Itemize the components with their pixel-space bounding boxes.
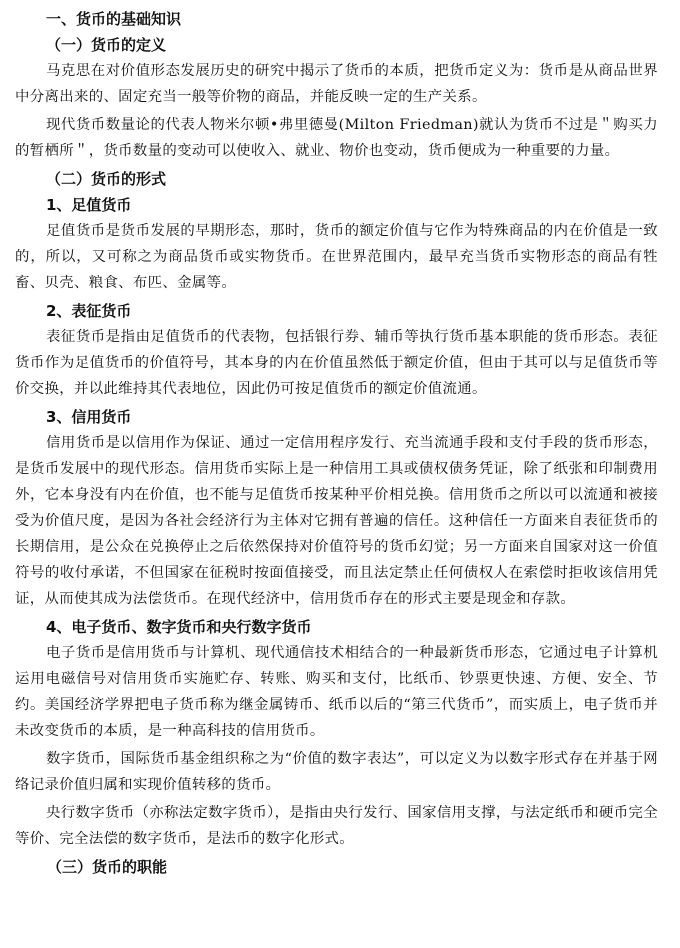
paragraph-digital-money: 数字货币，国际货币基金组织称之为“价值的数字表达”，可以定义为以数字形式存在并基于网络记录价值归属和实现价值转移的货币。 <box>15 751 658 793</box>
section-heading: 一、货币的基础知识 <box>46 10 182 28</box>
subsection-heading-definition: （一）货币的定义 <box>46 36 167 54</box>
paragraph-full-value: 足值货币是货币发展的早期形态，那时，货币的额定价值与它作为特殊商品的内在价值是一致的，所以，又可称之为商品货币或实物货币。在世界范围内，最早充当货币实物形态的商品有牲畜、贝壳、粮食、布匹、金属等。 <box>15 223 658 291</box>
paragraph-credit: 信用货币是以信用作为保证、通过一定信用程序发行、充当流通手段和支付手段的货币形态，是货币发展中的现代形态。信用货币实际上是一种信用工具或债权债务凭证，除了纸张和印制费用外，它本身没有内在价值，也不能与足值货币按某种平价相兑换。信用货币之所以可以流通和被接受为价值尺度，是因为各社会经济行为主体对它拥有普遍的信任。这种信任一方面来自表征货币的长期信用，是公众在兑换停止之后依然保持对价值符号的货币幻觉；另一方面来自国家对这一价值符号的收付承诺，不但国家在征税时按面值接受，而且法定禁止任何债权人在索偿时拒收该信用凭证，从而使其成为法偿货币。在现代经济中，信用货币存在的形式主要是现金和存款。 <box>15 435 658 607</box>
item-heading-full-value: 1、足值货币 <box>46 196 132 214</box>
subsection-heading-forms: （二）货币的形式 <box>46 170 167 188</box>
paragraph-definition-friedman: 现代货币数量论的代表人物米尔顿•弗里德曼(Milton Friedman)就认为货币不过是＂购买力的暂栖所＂，货币数量的变动可以使收入、就业、物价也变动，货币便成为一种重要的力量。 <box>15 117 658 159</box>
item-heading-credit: 3、信用货币 <box>46 408 132 426</box>
subsection-heading-functions: （三）货币的职能 <box>47 858 168 876</box>
paragraph-cbdc: 央行数字货币（亦称法定数字货币），是指由央行发行、国家信用支撑，与法定纸币和硬币完全等价、完全法偿的数字货币，是法币的数字化形式。 <box>15 805 658 847</box>
paragraph-electronic-money: 电子货币是信用货币与计算机、现代通信技术相结合的一种最新货币形态，它通过电子计算机运用电磁信号对信用货币实施贮存、转账、购买和支付，比纸币、钞票更快速、方便、安全、节约。美国经济学界把电子货币称为继金属铸币、纸币以后的“第三代货币”，而实质上，电子货币并未改变货币的本质，是一种高科技的信用货币。 <box>15 645 658 739</box>
paragraph-representative: 表征货币是指由足值货币的代表物，包括银行券、辅币等执行货币基本职能的货币形态。表征货币作为足值货币的价值符号，其本身的内在价值虽然低于额定价值，但由于其可以与足值货币等价交换，并以此维持其代表地位，因此仍可按足值货币的额定价值流通。 <box>15 329 658 397</box>
paragraph-definition-marx: 马克思在对价值形态发展历史的研究中揭示了货币的本质，把货币定义为：货币是从商品世界中分离出来的、固定充当一般等价物的商品，并能反映一定的生产关系。 <box>15 63 658 105</box>
item-heading-representative: 2、表征货币 <box>46 302 132 320</box>
item-heading-electronic-digital: 4、电子货币、数字货币和央行数字货币 <box>46 618 312 636</box>
